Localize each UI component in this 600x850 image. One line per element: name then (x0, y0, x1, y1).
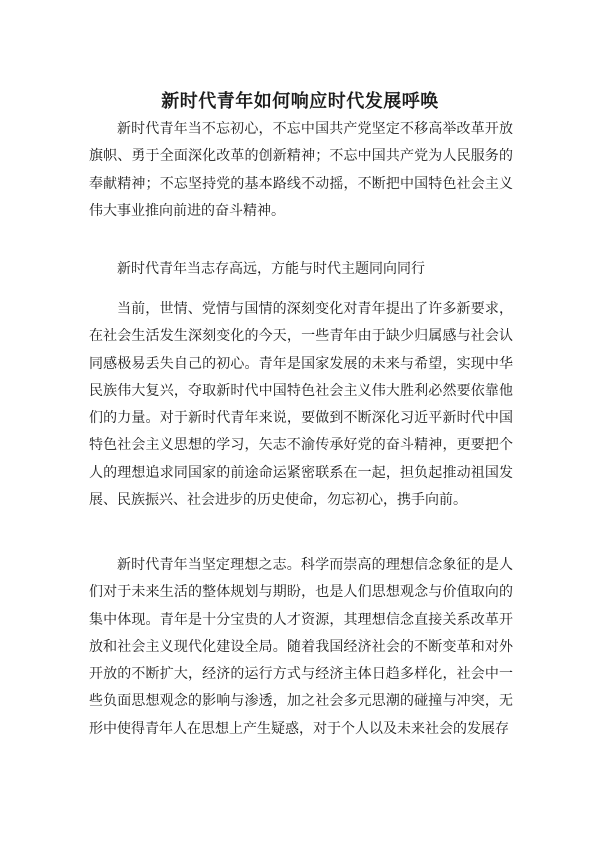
paragraph-2: 新时代青年当志存高远，方能与时代主题同向同行 (117, 261, 425, 277)
document-title: 新时代青年如何响应时代发展呼唤 (161, 91, 439, 112)
paragraph-1: 新时代青年当不忘初心，不忘中国共产党坚定不移高举改革开放旗帜、勇于全面深化改革的创新精神；不忘中国共产党为人民服务的奉献精神；不忘坚持党的基本路线不动摇，不断把中国特色社会主义伟大事业推向前进的奋斗精神。 (89, 121, 513, 219)
paragraph-4: 新时代青年当坚定理想之志。科学而崇高的理想信念象征的是人们对于未来生活的整体规划与期盼，也是人们思想观念与价值取向的集中体现。青年是十分宝贵的人才资源，其理想信念直接关系改革开放和社会主义现代化建设全局。随着我国经济社会的不断变革和对外开放的不断扩大，经济的运行方式与经济主体日趋多样化，社会中一些负面思想观念的影响与渗透，加之社会多元思潮的碰撞与冲突，无形中使得青年人在思想上产生疑惑，对于个人以及未来社会的发展存 (89, 557, 513, 737)
paragraph-3: 当前，世情、党情与国情的深刻变化对青年提出了许多新要求，在社会生活发生深刻变化的今天，一些青年由于缺少归属感与社会认同感极易丢失自己的初心。青年是国家发展的未来与希望，实现中华民族伟大复兴，夺取新时代中国特色社会主义伟大胜利必然要依靠他们的力量。对于新时代青年来说，要做到不断深化习近平新时代中国特色社会主义思想的学习，矢志不渝传承好党的奋斗精神，更要把个人的理想追求同国家的前途命运紧密联系在一起，担负起推动祖国发展、民族振兴、社会进步的历史使命，勿忘初心，携手向前。 (89, 301, 513, 509)
